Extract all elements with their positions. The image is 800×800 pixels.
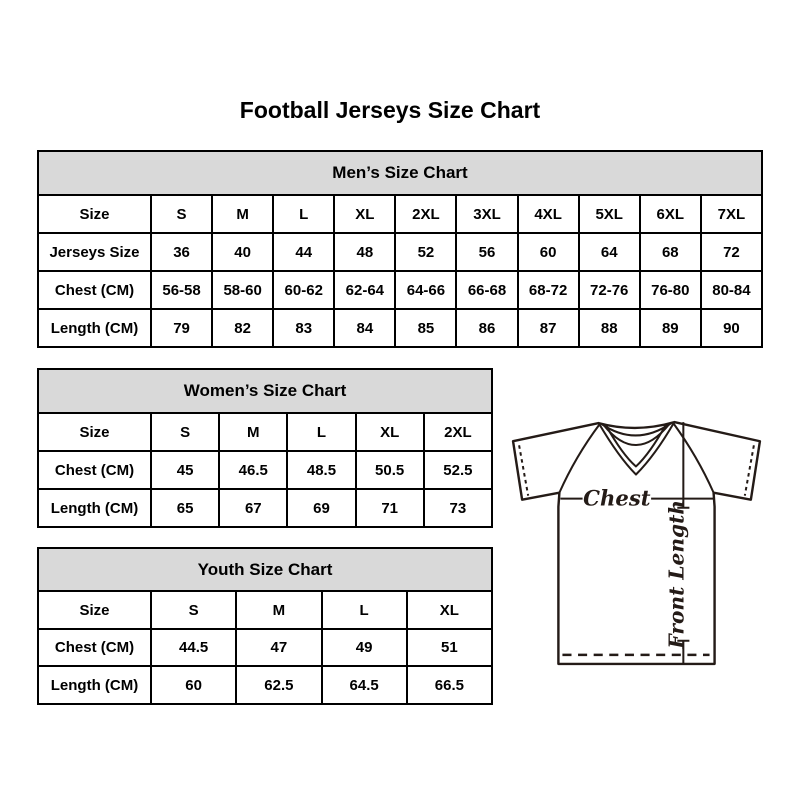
size-value: 62-64 bbox=[334, 271, 395, 309]
table-title: Men’s Size Chart bbox=[38, 151, 762, 195]
size-value: 58-60 bbox=[212, 271, 273, 309]
row-label: Length (CM) bbox=[38, 489, 151, 527]
table-row bbox=[38, 489, 492, 527]
jersey-outline-path bbox=[513, 422, 760, 664]
size-value: 73 bbox=[424, 489, 492, 527]
size-value: 45 bbox=[151, 451, 219, 489]
size-value: 71 bbox=[356, 489, 424, 527]
size-value: 2XL bbox=[395, 195, 456, 233]
size-value: 50.5 bbox=[356, 451, 424, 489]
size-value: 36 bbox=[151, 233, 212, 271]
table-title: Youth Size Chart bbox=[38, 548, 492, 591]
table-title: Women’s Size Chart bbox=[38, 369, 492, 413]
jersey-measurement-diagram bbox=[506, 410, 770, 672]
size-value: 44 bbox=[273, 233, 334, 271]
row-label: Length (CM) bbox=[38, 666, 151, 704]
size-value: 64-66 bbox=[395, 271, 456, 309]
size-value: M bbox=[212, 195, 273, 233]
size-value: 48 bbox=[334, 233, 395, 271]
size-value: 4XL bbox=[518, 195, 579, 233]
size-value: S bbox=[151, 195, 212, 233]
size-value: 90 bbox=[701, 309, 762, 347]
table-row bbox=[38, 413, 492, 451]
row-label: Size bbox=[38, 195, 151, 233]
size-value: XL bbox=[356, 413, 424, 451]
table-row bbox=[38, 666, 492, 704]
size-value: 48.5 bbox=[287, 451, 355, 489]
table-row bbox=[38, 271, 762, 309]
size-value: 66-68 bbox=[456, 271, 517, 309]
size-value: 88 bbox=[579, 309, 640, 347]
chest-label: Chest bbox=[583, 485, 651, 511]
size-value: 60 bbox=[518, 233, 579, 271]
size-value: 68-72 bbox=[518, 271, 579, 309]
size-value: 80-84 bbox=[701, 271, 762, 309]
table-row bbox=[38, 195, 762, 233]
size-value: 76-80 bbox=[640, 271, 701, 309]
mens-size-table bbox=[37, 150, 763, 348]
size-value: M bbox=[219, 413, 287, 451]
size-value: 56-58 bbox=[151, 271, 212, 309]
size-value: 64 bbox=[579, 233, 640, 271]
size-value: XL bbox=[334, 195, 395, 233]
row-label: Length (CM) bbox=[38, 309, 151, 347]
table-row bbox=[38, 451, 492, 489]
size-value: 51 bbox=[407, 629, 492, 667]
size-value: 44.5 bbox=[151, 629, 236, 667]
left-armhole-seam bbox=[559, 424, 599, 493]
size-value: 86 bbox=[456, 309, 517, 347]
size-value: 72-76 bbox=[579, 271, 640, 309]
womens-size-table bbox=[37, 368, 493, 528]
size-value: 87 bbox=[518, 309, 579, 347]
size-value: 60 bbox=[151, 666, 236, 704]
size-value: 68 bbox=[640, 233, 701, 271]
table-row bbox=[38, 629, 492, 667]
table-row bbox=[38, 591, 492, 629]
size-value: S bbox=[151, 413, 219, 451]
size-value: 66.5 bbox=[407, 666, 492, 704]
row-label: Jerseys Size bbox=[38, 233, 151, 271]
size-value: 52 bbox=[395, 233, 456, 271]
size-value: 46.5 bbox=[219, 451, 287, 489]
size-value: 6XL bbox=[640, 195, 701, 233]
front-length-label: Front Length bbox=[664, 499, 689, 649]
row-label: Chest (CM) bbox=[38, 629, 151, 667]
size-value: 82 bbox=[212, 309, 273, 347]
youth-size-table bbox=[37, 547, 493, 705]
row-label: Size bbox=[38, 413, 151, 451]
size-value: L bbox=[287, 413, 355, 451]
table-header-row bbox=[38, 548, 492, 591]
size-value: 56 bbox=[456, 233, 517, 271]
size-value: 83 bbox=[273, 309, 334, 347]
size-value: L bbox=[273, 195, 334, 233]
table-row bbox=[38, 233, 762, 271]
size-value: 72 bbox=[701, 233, 762, 271]
right-armhole-seam bbox=[673, 423, 713, 493]
size-value: M bbox=[236, 591, 321, 629]
size-value: 2XL bbox=[424, 413, 492, 451]
size-value: 5XL bbox=[579, 195, 640, 233]
size-value: 85 bbox=[395, 309, 456, 347]
size-value: 52.5 bbox=[424, 451, 492, 489]
size-value: 62.5 bbox=[236, 666, 321, 704]
size-value: 64.5 bbox=[322, 666, 407, 704]
size-value: 84 bbox=[334, 309, 395, 347]
table-header-row bbox=[38, 151, 762, 195]
row-label: Chest (CM) bbox=[38, 451, 151, 489]
row-label: Size bbox=[38, 591, 151, 629]
size-value: 89 bbox=[640, 309, 701, 347]
size-value: 49 bbox=[322, 629, 407, 667]
size-value: 3XL bbox=[456, 195, 517, 233]
page-title: Football Jerseys Size Chart bbox=[239, 97, 541, 123]
size-value: 69 bbox=[287, 489, 355, 527]
size-value: 60-62 bbox=[273, 271, 334, 309]
size-value: 67 bbox=[219, 489, 287, 527]
size-value: 47 bbox=[236, 629, 321, 667]
table-header-row bbox=[38, 369, 492, 413]
size-value: 79 bbox=[151, 309, 212, 347]
row-label: Chest (CM) bbox=[38, 271, 151, 309]
size-value: 65 bbox=[151, 489, 219, 527]
size-value: 40 bbox=[212, 233, 273, 271]
table-row bbox=[38, 309, 762, 347]
jersey-illustration bbox=[506, 410, 770, 672]
size-value: 7XL bbox=[701, 195, 762, 233]
size-value: XL bbox=[407, 591, 492, 629]
size-value: L bbox=[322, 591, 407, 629]
size-value: S bbox=[151, 591, 236, 629]
